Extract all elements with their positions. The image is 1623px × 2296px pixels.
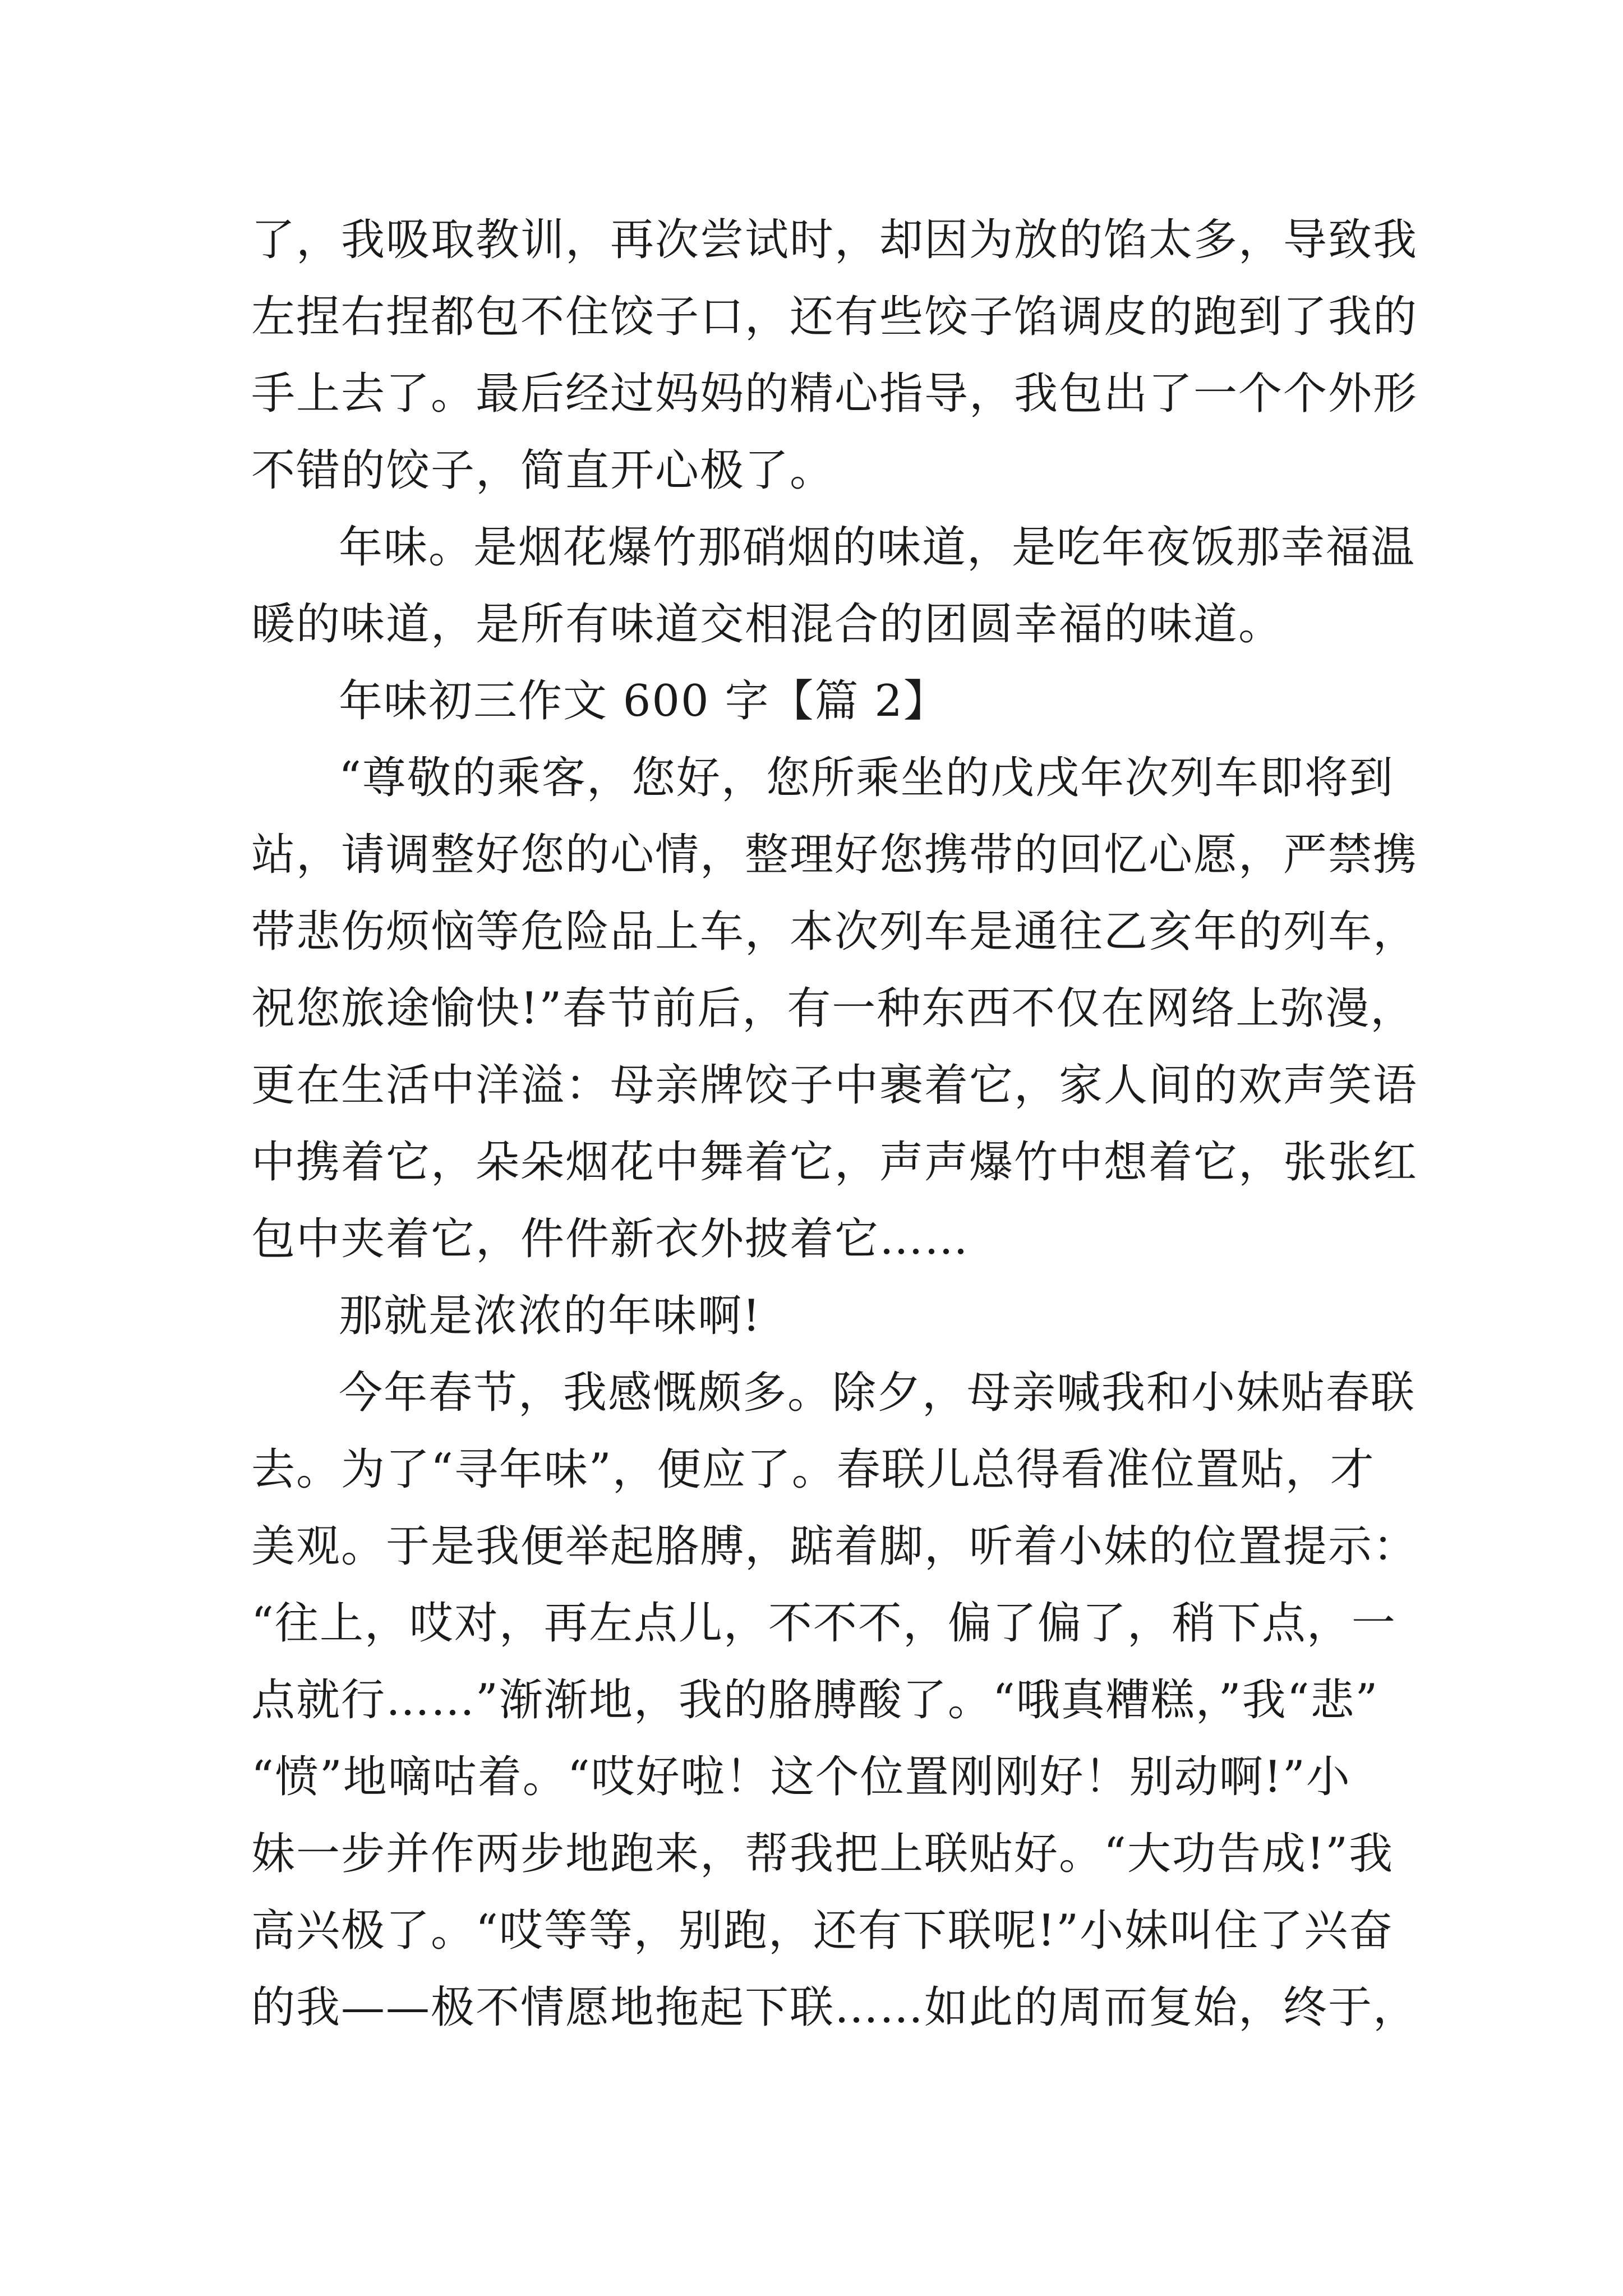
- text-line: 不错的饺子，简直开心极了。: [251, 445, 835, 496]
- text-line: 左捏右捏都包不住饺子口，还有些饺子馅调皮的跑到了我的: [251, 292, 1418, 342]
- text-line: “愤”地嘀咕着。“哎好啦！这个位置刚刚好！别动啊!”小: [251, 1752, 1351, 1802]
- document-body: [251, 202, 1418, 2046]
- text-line: “往上，哎对，再左点儿，不不不，偏了偏了，稍下点，一: [251, 1598, 1396, 1649]
- text-line: 更在生活中洋溢：母亲牌饺子中裹着它，家人间的欢声笑语: [251, 1060, 1418, 1111]
- text-line: 点就行……”渐渐地，我的胳膊酸了。“哦真糟糕，”我“悲”: [251, 1675, 1379, 1726]
- text-line: 去。为了“寻年味”，便应了。春联儿总得看准位置贴，才: [251, 1444, 1375, 1495]
- text-line: 美观。于是我便举起胳膊，踮着脚，听着小妹的位置提示：: [251, 1521, 1418, 1572]
- text-line: 的我——极不情愿地拖起下联……如此的周而复始，终于，: [251, 1982, 1418, 2033]
- text-line: 站，请调整好您的心情，整理好您携带的回忆心愿，严禁携: [251, 830, 1418, 880]
- text-line: 年味。是烟花爆竹那硝烟的味道，是吃年夜饭那幸福温: [339, 522, 1416, 573]
- section-heading: 年味初三作文 600 字【篇 2】: [339, 676, 948, 726]
- text-line: 高兴极了。“哎等等，别跑，还有下联呢!”小妹叫住了兴奋: [251, 1906, 1394, 1956]
- text-line: 今年春节，我感慨颇多。除夕，母亲喊我和小妹贴春联: [339, 1368, 1416, 1418]
- text-line: 暖的味道，是所有味道交相混合的团圆幸福的味道。: [251, 599, 1284, 650]
- text-line: 那就是浓浓的年味啊!: [339, 1291, 762, 1341]
- text-line: 带悲伤烦恼等危险品上车，本次列车是通往乙亥年的列车，: [251, 907, 1418, 957]
- text-line: 了，我吸取教训，再次尝试时，却因为放的馅太多，导致我: [251, 215, 1418, 265]
- text-line: 包中夹着它，件件新衣外披着它……: [251, 1214, 970, 1264]
- text-line: 妹一步并作两步地跑来，帮我把上联贴好。“大功告成!”我: [251, 1829, 1394, 1879]
- text-line: 中携着它，朵朵烟花中舞着它，声声爆竹中想着它，张张红: [251, 1137, 1418, 1188]
- text-line: 祝您旅途愉快!”春节前后，有一种东西不仅在网络上弥漫，: [251, 983, 1415, 1034]
- text-line: 手上去了。最后经过妈妈的精心指导，我包出了一个个外形: [251, 369, 1418, 419]
- text-line: “尊敬的乘客，您好，您所乘坐的戊戌年次列车即将到: [339, 753, 1394, 803]
